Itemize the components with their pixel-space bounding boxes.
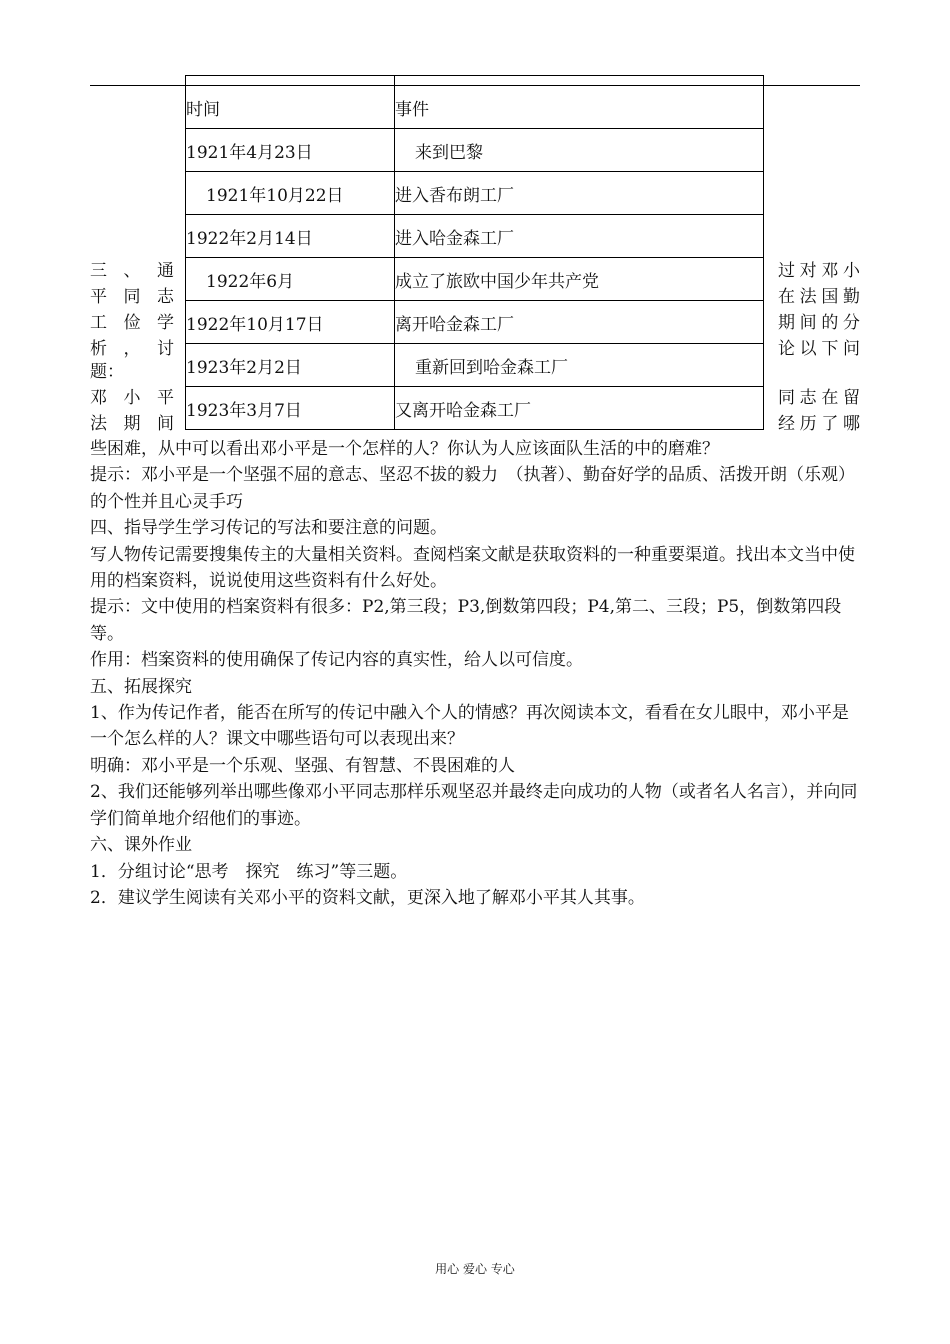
cell-event: 进入香布朗工厂 xyxy=(395,172,764,215)
cell-time: 1922年10月17日 xyxy=(186,301,395,344)
wrap-right-line: 论以下问 xyxy=(778,339,860,359)
body-text xyxy=(90,436,860,911)
wrap-left-line: 题： xyxy=(90,362,124,382)
paragraph: 明确：邓小平是一个乐观、坚强、有智慧、不畏困难的人 xyxy=(90,755,515,776)
section-heading: 四、指导学生学习传记的写法和要注意的问题。 xyxy=(90,518,447,539)
cell-event: 又离开哈金森工厂 xyxy=(395,387,764,430)
table-row xyxy=(186,258,764,301)
table-row xyxy=(186,387,764,430)
header-event: 事件 xyxy=(395,86,764,129)
wrap-left-line: 平同志 xyxy=(90,287,174,307)
cell-event: 来到巴黎 xyxy=(395,129,764,172)
page-footer: 用心 爱心 专心 xyxy=(435,1262,515,1276)
cell-time: 1922年6月 xyxy=(186,258,395,301)
wrap-right-line: 在法国勤 xyxy=(778,287,860,307)
wrap-right-line: 期间的分 xyxy=(778,313,860,333)
list-item: 2．建议学生阅读有关邓小平的资料文献，更深入地了解邓小平其人其事。 xyxy=(90,887,645,908)
wrap-right-line: 经历了哪 xyxy=(778,414,860,434)
table-row xyxy=(186,215,764,258)
paragraph: 写人物传记需要搜集传主的大量相关资料。查阅档案文献是获取资料的一种重要渠道。找出本文当中使用的档案资料，说说使用这些资料有什么好处。 xyxy=(90,544,855,592)
table-row xyxy=(186,172,764,215)
cell-time: 1923年3月7日 xyxy=(186,387,395,430)
header-time: 时间 xyxy=(186,86,395,129)
section-heading: 五、拓展探究 xyxy=(90,676,192,697)
timeline-table xyxy=(185,75,764,430)
table-row xyxy=(186,129,764,172)
section-heading: 六、课外作业 xyxy=(90,835,192,856)
paragraph: 2、我们还能够列举出哪些像邓小平同志那样乐观坚忍并最终走向成功的人物（或者名人名言），并向同学们简单地介绍他们的事迹。 xyxy=(90,782,858,829)
cell-event: 成立了旅欧中国少年共产党 xyxy=(395,258,764,301)
wrap-right-line: 过对邓小 xyxy=(778,261,860,281)
cell-time: 1921年4月23日 xyxy=(186,129,395,172)
cell-time: 1923年2月2日 xyxy=(186,344,395,387)
table-header-row xyxy=(186,86,764,129)
list-item: 1．分组讨论“思考 探究 练习”等三题。 xyxy=(90,861,408,882)
cell-event: 进入哈金森工厂 xyxy=(395,215,764,258)
paragraph: 作用：档案资料的使用确保了传记内容的真实性，给人以可信度。 xyxy=(90,650,583,671)
wrap-left-line: 三、通 xyxy=(90,261,174,281)
table-top-row xyxy=(186,76,764,86)
wrap-right-line: 同志在留 xyxy=(778,388,860,408)
paragraph: 些困难，从中可以看出邓小平是一个怎样的人？你认为人应该面队生活的中的磨难？ xyxy=(90,439,719,459)
paragraph: 1、作为传记作者，能否在所写的传记中融入个人的情感？再次阅读本文，看看在女儿眼中，邓小平是一个怎么样的人？课文中哪些语句可以表现出来？ xyxy=(90,703,849,750)
cell-event: 重新回到哈金森工厂 xyxy=(395,344,764,387)
cell-event: 离开哈金森工厂 xyxy=(395,301,764,344)
table-row xyxy=(186,344,764,387)
cell-time: 1921年10月22日 xyxy=(186,172,395,215)
wrap-left-line: 析，讨 xyxy=(90,339,174,359)
wrap-left-line: 邓小平 xyxy=(90,388,174,408)
wrap-left-line: 法期间 xyxy=(90,414,174,434)
paragraph: 提示：文中使用的档案资料有很多：P2,第三段；P3,倒数第四段；P4,第二、三段；P5，倒数第四段等。 xyxy=(90,597,842,644)
cell-time: 1922年2月14日 xyxy=(186,215,395,258)
wrap-left-line: 工俭学 xyxy=(90,313,174,333)
paragraph: 提示：邓小平是一个坚强不屈的意志、坚忍不拔的毅力 （执著）、勤奋好学的品质、活拨开朗（乐观）的个性并且心灵手巧 xyxy=(90,465,855,512)
table-row xyxy=(186,301,764,344)
